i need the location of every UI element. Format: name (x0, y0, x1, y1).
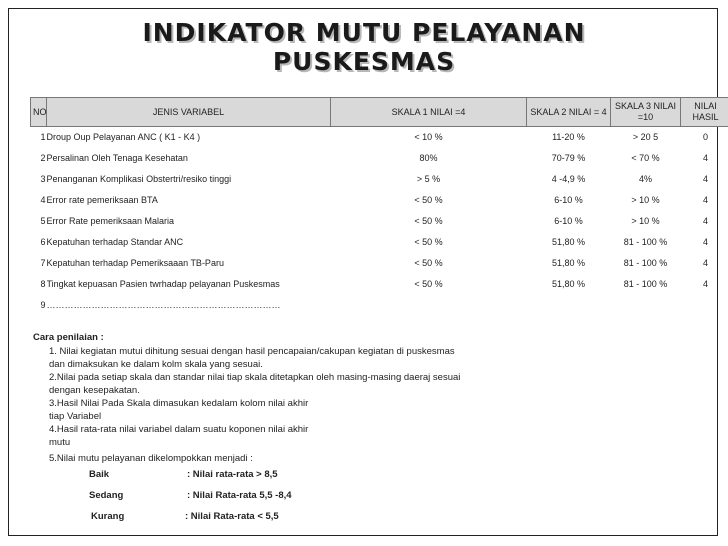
header-nilai-hasil: NILAI HASIL (681, 98, 728, 127)
header-skala-3: SKALA 3 NILAI =10 (611, 98, 681, 127)
row-number: 8 (40, 279, 46, 289)
row-skala-2: 6-10 % (554, 216, 583, 226)
row-variable: Error Rate pemeriksaan Malaria (46, 216, 175, 226)
page-title (0, 18, 728, 76)
header-skala-1: SKALA 1 NILAI =4 (331, 98, 527, 127)
notes-header: Cara penilaian : (33, 332, 104, 343)
note-item-2: 2.Nilai pada setiap skala dan standar nilai tiap skala ditetapkan oleh masing-masing daeraj sesuai dengan kesepakatan. (49, 372, 461, 396)
row-variable: Kepatuhan terhadap Pemeriksaaan TB-Paru (46, 258, 224, 268)
row-nilai-hasil: 4 (702, 195, 708, 205)
table-row (31, 232, 728, 253)
row-nilai-hasil: 4 (702, 216, 708, 226)
row-skala-1: < 50 % (414, 237, 443, 247)
row-skala-2: 4 -4,9 % (551, 174, 586, 184)
row-skala-1: < 50 % (414, 195, 443, 205)
row-number: 3 (40, 174, 46, 184)
category-name: Sedang (89, 490, 124, 501)
row-nilai-hasil: 4 (702, 174, 708, 184)
category-kurang (33, 510, 519, 531)
row-variable: Droup Oup Pelayanan ANC ( K1 - K4 ) (46, 132, 201, 142)
note-item-1: 1. Nilai kegiatan mutui dihitung sesuai dengan hasil pencapaian/cakupan kegiatan di puskesmas dan dimaksukan ke dalam kolm skala yang sesuai. (49, 346, 455, 370)
row-skala-1: < 50 % (414, 279, 443, 289)
category-desc: : Nilai Rata-rata 5,5 -8,4 (187, 490, 292, 501)
row-variable: Kepatuhan terhadap Standar ANC (46, 237, 184, 247)
row-skala-3: > 10 % (631, 216, 660, 226)
header-no: NO (31, 98, 47, 127)
table-row (31, 148, 728, 169)
row-skala-1: < 50 % (414, 216, 443, 226)
row-nilai-hasil: 4 (702, 237, 708, 247)
table-row (31, 127, 728, 149)
row-skala-2: 70-79 % (551, 153, 586, 163)
row-skala-2: 6-10 % (554, 195, 583, 205)
row-number: 6 (40, 237, 46, 247)
row-variable: Tingkat kepuasan Pasien twrhadap pelayanan Puskesmas (46, 279, 280, 289)
title-line-1: INDIKATOR MUTU PELAYANAN (142, 18, 586, 47)
row-number: 1 (40, 132, 46, 142)
row-nilai-hasil: 4 (702, 153, 708, 163)
row-skala-1: < 50 % (414, 258, 443, 268)
row-skala-3: 81 - 100 % (623, 237, 668, 247)
row-nilai-hasil: 4 (702, 258, 708, 268)
row-skala-1: > 5 % (416, 174, 441, 184)
note-item-4: 4.Hasil rata-rata nilai variabel dalam suatu koponen nilai akhir mutu (49, 424, 309, 448)
row-skala-2: 11-20 % (552, 132, 585, 142)
row-variable: …………………………………………………………………… (46, 300, 281, 310)
row-skala-1 (331, 295, 527, 316)
indicator-table (30, 97, 728, 316)
category-name: Kurang (91, 511, 125, 522)
title-line-2: PUSKESMAS (272, 47, 456, 76)
row-skala-1: < 10 % (414, 132, 443, 142)
table-row (31, 211, 728, 232)
table-row (31, 253, 728, 274)
row-skala-2: 51,80 % (551, 279, 586, 289)
row-number: 4 (40, 195, 46, 205)
row-number: 5 (40, 216, 46, 226)
table-header-row (31, 98, 728, 127)
row-skala-3: 4% (638, 174, 652, 184)
note-item-3: 3.Hasil Nilai Pada Skala dimasukan kedalam kolom nilai akhir tiap Variabel (49, 398, 309, 422)
note-item-5: 5.Nilai mutu pelayanan dikelompokkan menjadi : (49, 453, 253, 464)
row-skala-3: 81 - 100 % (623, 279, 668, 289)
row-skala-2 (527, 295, 611, 316)
table-row (31, 190, 728, 211)
row-skala-3 (611, 295, 681, 316)
category-name: Baik (89, 469, 110, 480)
table-row (31, 169, 728, 190)
row-skala-3: < 70 % (631, 153, 660, 163)
row-nilai-hasil (681, 295, 728, 316)
row-nilai-hasil: 4 (702, 279, 708, 289)
category-sedang (33, 489, 519, 510)
row-number: 2 (40, 153, 46, 163)
row-nilai-hasil: 0 (702, 132, 708, 142)
table-row (31, 295, 728, 316)
row-skala-3: 81 - 100 % (623, 258, 668, 268)
row-variable: Persalinan Oleh Tenaga Kesehatan (46, 153, 188, 163)
table-row (31, 274, 728, 295)
row-variable: Error rate pemeriksaan BTA (46, 195, 158, 205)
row-skala-3: > 10 % (631, 195, 660, 205)
row-skala-2: 51,80 % (551, 258, 586, 268)
row-number: 9 (40, 300, 46, 310)
row-variable: Penanganan Komplikasi Obstertri/resiko tinggi (46, 174, 232, 184)
row-skala-2: 51,80 % (551, 237, 586, 247)
header-skala-2: SKALA 2 NILAI = 4 (527, 98, 611, 127)
category-desc: : Nilai rata-rata > 8,5 (187, 469, 278, 480)
category-baik (33, 468, 519, 489)
header-jenis-variabel: JENIS VARIABEL (47, 98, 331, 127)
category-desc: : Nilai Rata-rata < 5,5 (185, 511, 279, 522)
row-skala-3: > 20 5 (632, 132, 659, 142)
assessment-notes (33, 331, 519, 531)
row-skala-1: 80% (419, 153, 438, 163)
row-number: 7 (40, 258, 46, 268)
